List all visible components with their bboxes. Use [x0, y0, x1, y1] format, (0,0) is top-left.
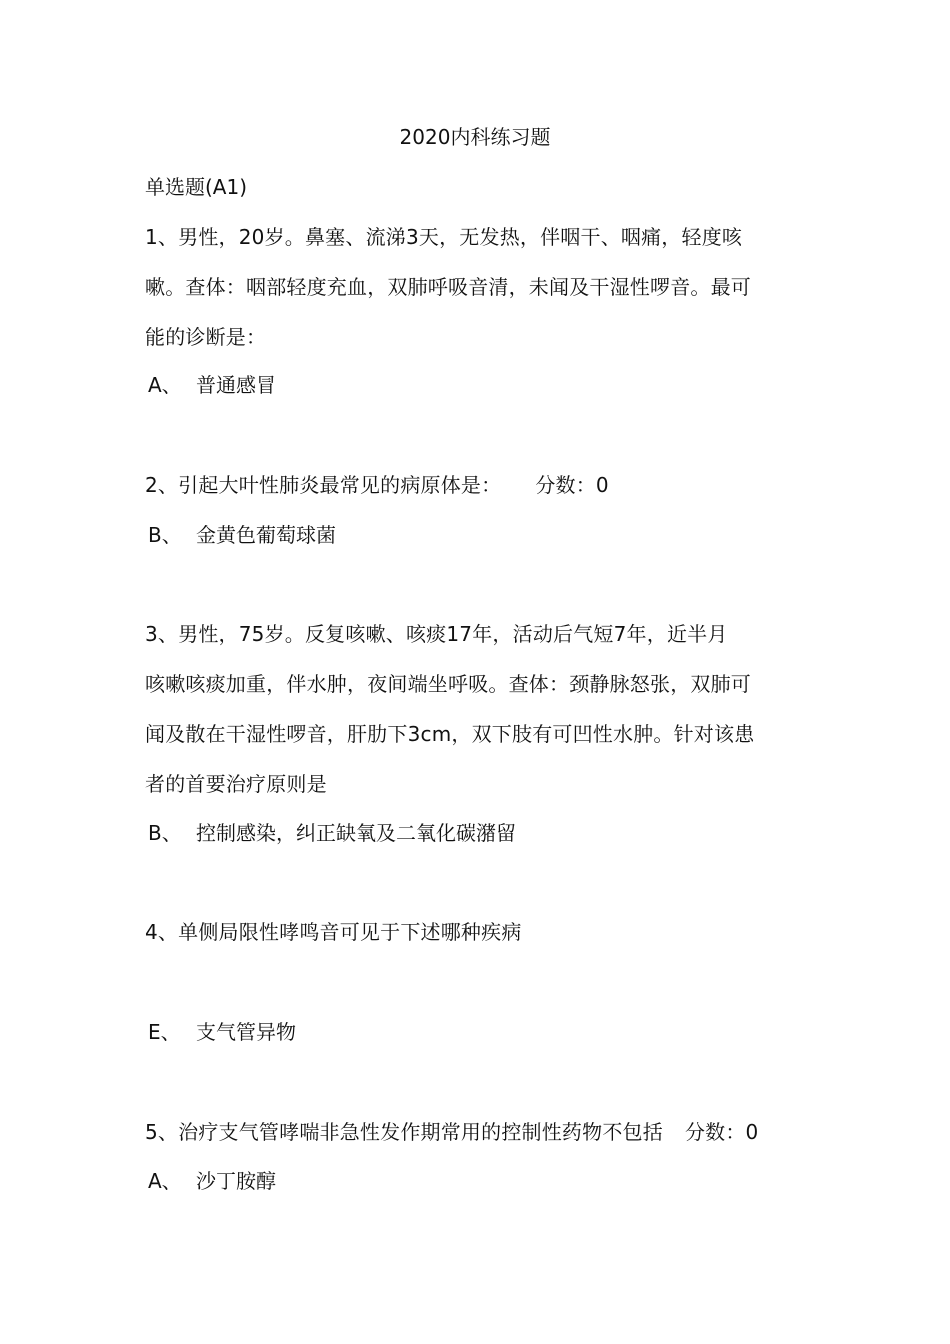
question-2	[145, 460, 810, 510]
answer-5-option: A、	[148, 1169, 182, 1193]
question-1-line-1: 1、男性，20岁。鼻塞、流涕3天，无发热，伴咽干、咽痛，轻度咳	[145, 225, 743, 249]
question-3-line-3: 闻及散在干湿性啰音，肝肋下3cm，双下肢有可凹性水肿。针对该患	[145, 722, 755, 746]
answer-5-text: 沙丁胺醇	[196, 1169, 276, 1193]
question-4	[145, 907, 810, 957]
answer-1-option: A、	[148, 373, 182, 397]
question-2-line-1	[145, 460, 810, 510]
answer-5	[148, 1166, 276, 1196]
question-1-line-3: 能的诊断是：	[145, 325, 267, 349]
section-heading: 单选题(A1)	[145, 175, 248, 199]
question-4-line-1: 4、单侧局限性哮鸣音可见于下述哪种疾病	[145, 920, 522, 944]
answer-1-text: 普通感冒	[196, 373, 276, 397]
question-5	[145, 1107, 810, 1157]
question-5-text: 5、治疗支气管哮喘非急性发作期常用的控制性药物不包括	[145, 1120, 663, 1144]
answer-4	[148, 1017, 296, 1047]
answer-2-option: B、	[148, 523, 182, 547]
question-2-score: 分数：0	[535, 473, 609, 497]
document-title: 2020内科练习题	[399, 125, 551, 149]
answer-2-text: 金黄色葡萄球菌	[196, 523, 336, 547]
answer-3	[148, 818, 516, 848]
answer-1	[148, 370, 276, 400]
answer-4-option: E、	[148, 1020, 181, 1044]
question-1-line-2: 嗽。查体：咽部轻度充血，双肺呼吸音清，未闻及干湿性啰音。最可	[145, 275, 751, 299]
question-3-line-4: 者的首要治疗原则是	[145, 772, 327, 796]
answer-2	[148, 520, 336, 550]
answer-3-option: B、	[148, 821, 182, 845]
question-3-line-1: 3、男性，75岁。反复咳嗽、咳痰17年，活动后气短7年，近半月	[145, 622, 728, 646]
question-3	[145, 609, 810, 809]
answer-4-text: 支气管异物	[196, 1020, 296, 1044]
answer-3-text: 控制感染，纠正缺氧及二氧化碳潴留	[196, 821, 516, 845]
question-1	[145, 212, 810, 362]
question-2-text: 2、引起大叶性肺炎最常见的病原体是：	[145, 473, 502, 497]
question-5-line-1	[145, 1107, 810, 1157]
question-5-score: 分数：0	[684, 1120, 759, 1144]
question-3-line-2: 咳嗽咳痰加重，伴水肿，夜间端坐呼吸。查体：颈静脉怒张，双肺可	[145, 672, 751, 696]
